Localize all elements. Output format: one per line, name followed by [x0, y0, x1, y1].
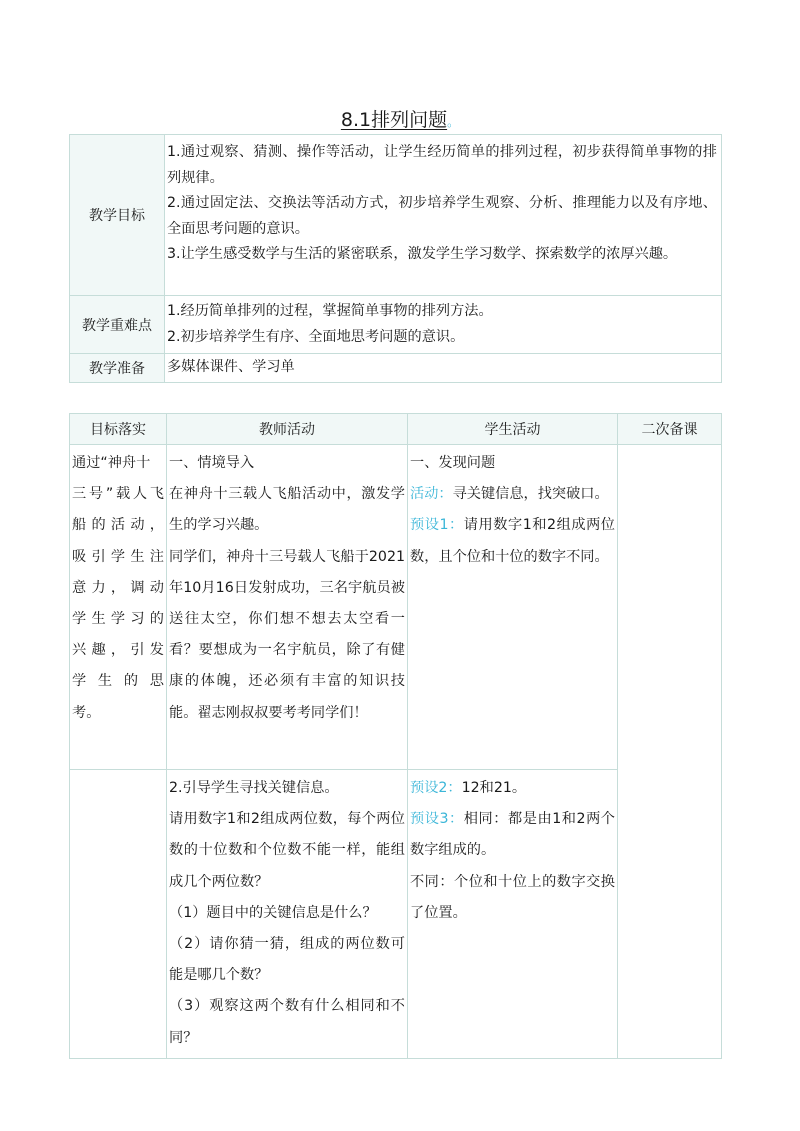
info-content	[165, 135, 722, 296]
teacher-line: 2.引导学生寻找关键信息。	[169, 780, 339, 796]
goal-cell	[70, 770, 167, 1059]
goal-line: 意力，调动	[72, 579, 164, 596]
student-line	[410, 773, 615, 804]
info-line: 3.让学生感受数学与生活的紧密联系，激发学生学习数学、探索数学的浓厚兴趣。	[167, 246, 678, 262]
preset-text: 12和21。	[461, 780, 527, 796]
goal-line: 船的活动，	[72, 517, 164, 534]
teacher-line: （1）题目中的关键信息是什么？	[169, 904, 377, 921]
student-line	[410, 510, 615, 572]
goal-line: 考。	[72, 704, 101, 721]
teacher-line: 请用数字1和2组成两位数，每个两位数的十位数和个位数不能一样，能组成几个两位数？	[169, 811, 405, 890]
teacher-line: （2）请你猜一猜，组成的两位数可能是哪几个数？	[169, 936, 405, 984]
title-mark: 。	[447, 115, 460, 129]
teacher-line: 在神舟十三载人飞船活动中，激发学生的学习兴趣。	[169, 486, 405, 534]
student-heading: 一、发现问题	[410, 455, 496, 471]
column-header: 目标落实	[70, 414, 167, 445]
preset-label: 预设3：	[410, 811, 464, 828]
info-line: 2.初步培养学生有序、全面地思考问题的意识。	[167, 328, 465, 345]
student-line	[410, 804, 615, 866]
info-line: 1.通过观察、猜测、操作等活动，让学生经历简单的排列过程，初步获得简单事物的排列规律。	[167, 144, 717, 186]
activity-row-1	[70, 445, 722, 770]
teacher-cell	[167, 770, 408, 1059]
goal-line: 学生的思	[72, 673, 164, 690]
info-line: 2.通过固定法、交换法等活动方式，初步培养学生观察、分析、推理能力以及有序地、全面思考问题的意识。	[167, 195, 717, 237]
info-label: 教学重难点	[70, 296, 165, 354]
student-cell	[408, 445, 618, 770]
column-header: 二次备课	[618, 414, 722, 445]
info-content	[165, 354, 722, 383]
activity-header-row	[70, 414, 722, 445]
student-line	[410, 479, 615, 510]
preset-text: 请用数字1和2组成两位数，且个位和十位的数字不同。	[410, 517, 615, 565]
preset-label: 预设1：	[410, 517, 464, 534]
goal-line: 学生学习的	[72, 611, 164, 628]
document-title	[0, 106, 800, 136]
activity-table	[69, 413, 722, 1059]
goal-line: 兴趣，引发	[72, 642, 164, 659]
goal-line: 通过“神舟十	[72, 455, 151, 471]
info-content	[165, 296, 722, 354]
column-header: 教师活动	[167, 414, 408, 445]
info-label: 教学目标	[70, 135, 165, 296]
preset-label: 预设2：	[410, 780, 462, 796]
goal-line: 吸引学生注	[72, 548, 164, 565]
activity-text: 寻关键信息，找突破口。	[452, 486, 609, 503]
column-header: 学生活动	[408, 414, 618, 445]
teacher-line: 同学们，神舟十三号载人飞船于2021年10月16日发射成功，三名宇航员被送往太空，你们想不想去太空看一看？要想成为一名宇航员，除了有健康的体魄，还必须有丰富的知识技能。翟志刚叔叔要考考同学们！	[169, 548, 405, 721]
activity-label: 活动：	[410, 486, 453, 503]
info-table	[69, 134, 722, 383]
preset-text: 相同：都是由1和2两个数字组成的。	[410, 811, 615, 859]
goal-cell	[70, 445, 167, 770]
info-row-key-points	[70, 296, 722, 354]
student-line: 不同：个位和十位上的数字交换了位置。	[410, 873, 615, 921]
student-cell	[408, 770, 618, 1059]
teacher-line: 一、情境导入	[169, 455, 255, 471]
notes-cell	[618, 445, 722, 1059]
info-label: 教学准备	[70, 354, 165, 383]
info-line: 多媒体课件、学习单	[167, 359, 295, 375]
goal-line: 三号”载人飞	[72, 486, 164, 503]
title-text: 8.1排列问题	[340, 109, 448, 131]
info-line: 1.经历简单排列的过程，掌握简单事物的排列方法。	[167, 303, 493, 319]
info-row-goals	[70, 135, 722, 296]
teacher-cell	[167, 445, 408, 770]
info-row-prep	[70, 354, 722, 383]
teacher-line: （3）观察这两个数有什么相同和不同？	[169, 998, 405, 1046]
